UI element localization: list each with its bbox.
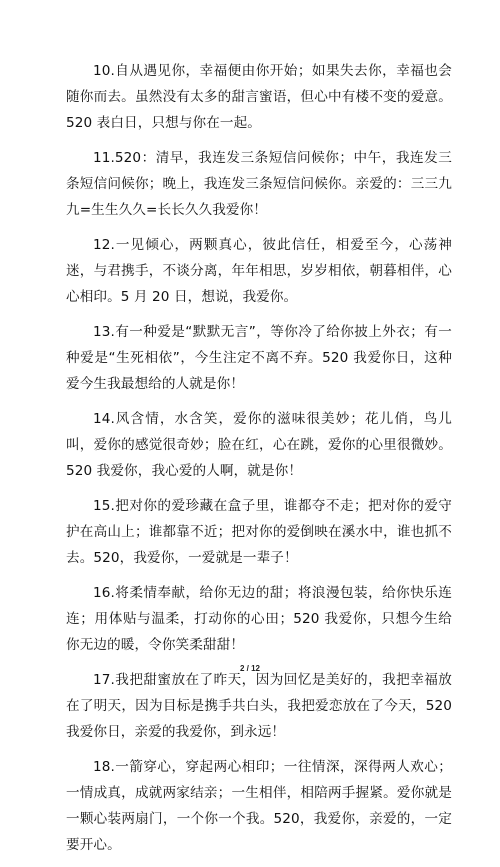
- page-number: 2 / 12: [239, 664, 260, 673]
- paragraph-10: 10.自从遇见你，幸福便由你开始；如果失去你，幸福也会随你而去。虽然没有太多的甜言蜜语，但心中有楼不变的爱意。520 表白日，只想与你在一起。: [66, 63, 452, 131]
- document-body: [66, 58, 452, 867]
- paragraph-15: 15.把对你的爱珍藏在盒子里，谁都夺不走；把对你的爱守护在高山上；谁都靠不近；把对你的爱倒映在溪水中，谁也抓不去。520，我爱你，一爱就是一辈子！: [66, 498, 452, 566]
- paragraph-18: 18.一箭穿心，穿起两心相印；一往情深，深得两人欢心；一情成真，成就两家结亲；一生相伴，相陪两手握紧。爱你就是一颗心装两扇门，一个你一个我。520，我爱你，亲爱的，一定要开心。: [66, 759, 452, 853]
- paragraph-14: 14.风含情，水含笑，爱你的滋味很美妙；花儿俏，鸟儿叫，爱你的感觉很奇妙；脸在红，心在跳，爱你的心里很微妙。520 我爱你，我心爱的人啊，就是你！: [66, 411, 452, 479]
- paragraph-12: 12.一见倾心，两颗真心，彼此信任，相爱至今，心荡神迷，与君携手，不谈分离，年年相思，岁岁相依，朝暮相伴，心心相印。5 月 20 日，想说，我爱你。: [66, 237, 452, 305]
- paragraph-17: 17.我把甜蜜放在了昨天，因为回忆是美好的，我把幸福放在了明天，因为目标是携手共白头，我把爱恋放在了今天，520 我爱你日，亲爱的我爱你，到永远！: [66, 672, 452, 740]
- paragraph-13: 13.有一种爱是“默默无言”，等你冷了给你披上外衣；有一种爱是“生死相依”，今生注定不离不弃。520 我爱你日，这种爱今生我最想给的人就是你！: [66, 324, 452, 392]
- paragraph-16: 16.将柔情奉献，给你无边的甜；将浪漫包装，给你快乐连连；用体贴与温柔，打动你的心田；520 我爱你，只想今生给你无边的暖，令你笑柔甜甜！: [66, 585, 452, 653]
- paragraph-11: 11.520：清早，我连发三条短信问候你；中午，我连发三条短信问候你；晚上，我连发三条短信问候你。亲爱的：三三九九=生生久久=长长久久我爱你！: [66, 150, 452, 218]
